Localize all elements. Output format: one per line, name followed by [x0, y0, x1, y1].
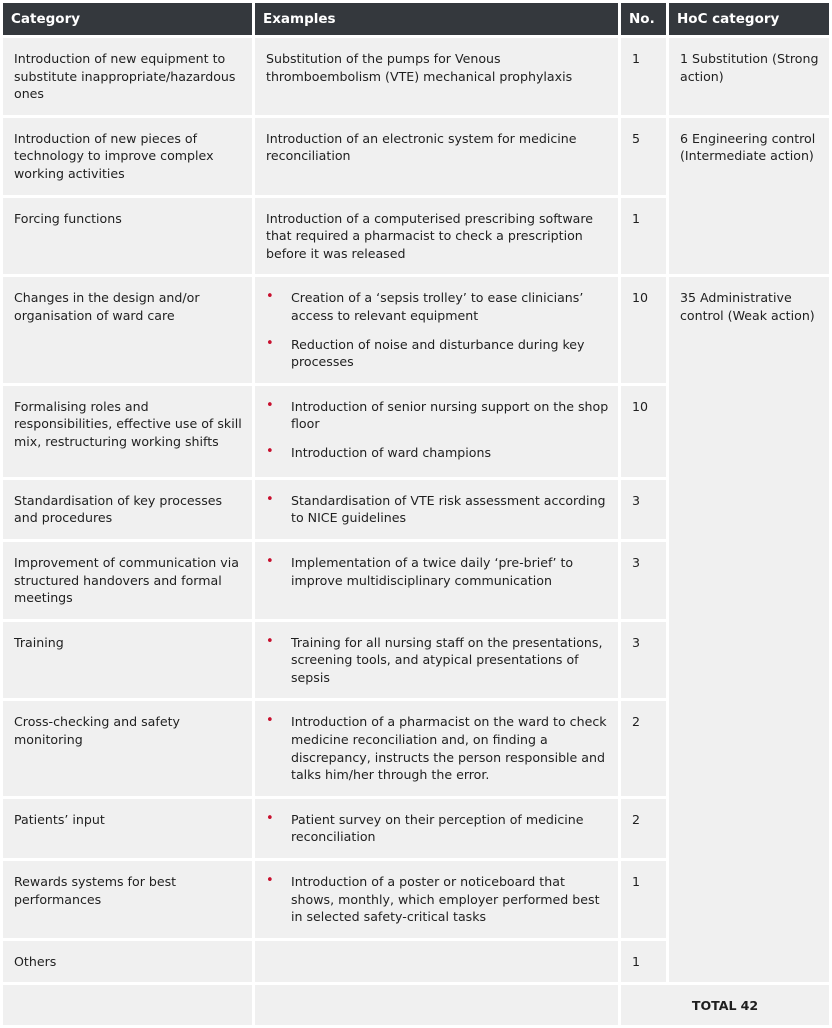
example-cell	[255, 386, 618, 477]
total-value: 42	[740, 997, 759, 1013]
category-cell: Training	[3, 622, 252, 699]
example-list	[266, 811, 609, 846]
category-cell: Formalising roles and responsibilities, effective use of skill mix, restructuring working shifts	[3, 386, 252, 477]
table-row	[3, 38, 829, 115]
example-cell	[255, 542, 618, 619]
example-cell	[255, 480, 618, 539]
list-item: • Reduction of noise and disturbance during key processes	[266, 336, 609, 371]
hoc-cell-substitution: 1 Substitution (Strong action)	[669, 38, 829, 115]
hoc-cell-administrative: 35 Administrative control (Weak action)	[669, 277, 829, 982]
header-hoc: HoC category	[669, 3, 829, 35]
count-cell: 2	[621, 799, 666, 858]
example-cell	[255, 861, 618, 938]
category-cell: Standardisation of key processes and procedures	[3, 480, 252, 539]
count-cell: 3	[621, 622, 666, 699]
category-cell: Improvement of communication via structured handovers and formal meetings	[3, 542, 252, 619]
category-cell: Changes in the design and/or organisation of ward care	[3, 277, 252, 382]
category-cell: Patients’ input	[3, 799, 252, 858]
category-cell: Introduction of new equipment to substitute inappropriate/hazardous ones	[3, 38, 252, 115]
total-cell	[621, 985, 829, 1025]
example-cell	[255, 622, 618, 699]
example-cell: Introduction of a computerised prescribing software that required a pharmacist to check a prescription before it was released	[255, 198, 618, 275]
table-row	[3, 277, 829, 382]
list-item: • Training for all nursing staff on the presentations, screening tools, and atypical presentations of sepsis	[266, 634, 609, 687]
count-cell: 10	[621, 386, 666, 477]
list-item: • Introduction of ward champions	[266, 444, 609, 462]
count-cell: 2	[621, 701, 666, 795]
category-cell: Forcing functions	[3, 198, 252, 275]
count-cell: 1	[621, 38, 666, 115]
category-cell: Introduction of new pieces of technology to improve complex working activities	[3, 118, 252, 195]
example-cell: Introduction of an electronic system for medicine reconciliation	[255, 118, 618, 195]
example-list	[266, 873, 609, 926]
total-row	[3, 985, 829, 1025]
count-cell: 1	[621, 861, 666, 938]
list-item: • Patient survey on their perception of medicine reconciliation	[266, 811, 609, 846]
example-list	[266, 492, 609, 527]
category-cell: Cross-checking and safety monitoring	[3, 701, 252, 795]
example-cell	[255, 941, 618, 983]
total-label: TOTAL	[691, 997, 737, 1013]
list-item: • Creation of a ‘sepsis trolley’ to ease clinicians’ access to relevant equipment	[266, 289, 609, 324]
header-examples: Examples	[255, 3, 618, 35]
header-no: No.	[621, 3, 666, 35]
example-cell	[255, 701, 618, 795]
example-list	[266, 398, 609, 462]
count-cell: 3	[621, 480, 666, 539]
count-cell: 1	[621, 198, 666, 275]
list-item: • Standardisation of VTE risk assessment according to NICE guidelines	[266, 492, 609, 527]
table-row	[3, 118, 829, 195]
list-item: • Introduction of a poster or noticeboard that shows, monthly, which employer performed best in selected safety-critical tasks	[266, 873, 609, 926]
example-cell	[255, 799, 618, 858]
example-cell	[255, 277, 618, 382]
list-item: • Introduction of senior nursing support on the shop floor	[266, 398, 609, 433]
list-item: • Implementation of a twice daily ‘pre-brief’ to improve multidisciplinary communication	[266, 554, 609, 589]
example-cell: Substitution of the pumps for Venous thromboembolism (VTE) mechanical prophylaxis	[255, 38, 618, 115]
example-list	[266, 554, 609, 589]
category-cell: Rewards systems for best performances	[3, 861, 252, 938]
example-list	[266, 713, 609, 783]
list-item: • Introduction of a pharmacist on the ward to check medicine reconciliation and, on finding a discrepancy, instructs the person responsible and talks him/her through the error.	[266, 713, 609, 783]
empty-cell	[255, 985, 618, 1025]
count-cell: 1	[621, 941, 666, 983]
header-category: Category	[3, 3, 252, 35]
empty-cell	[3, 985, 252, 1025]
example-list	[266, 289, 609, 370]
count-cell: 10	[621, 277, 666, 382]
category-cell: Others	[3, 941, 252, 983]
header-row	[3, 3, 829, 35]
count-cell: 3	[621, 542, 666, 619]
hoc-cell-engineering: 6 Engineering control (Intermediate action)	[669, 118, 829, 275]
example-list	[266, 634, 609, 687]
count-cell: 5	[621, 118, 666, 195]
